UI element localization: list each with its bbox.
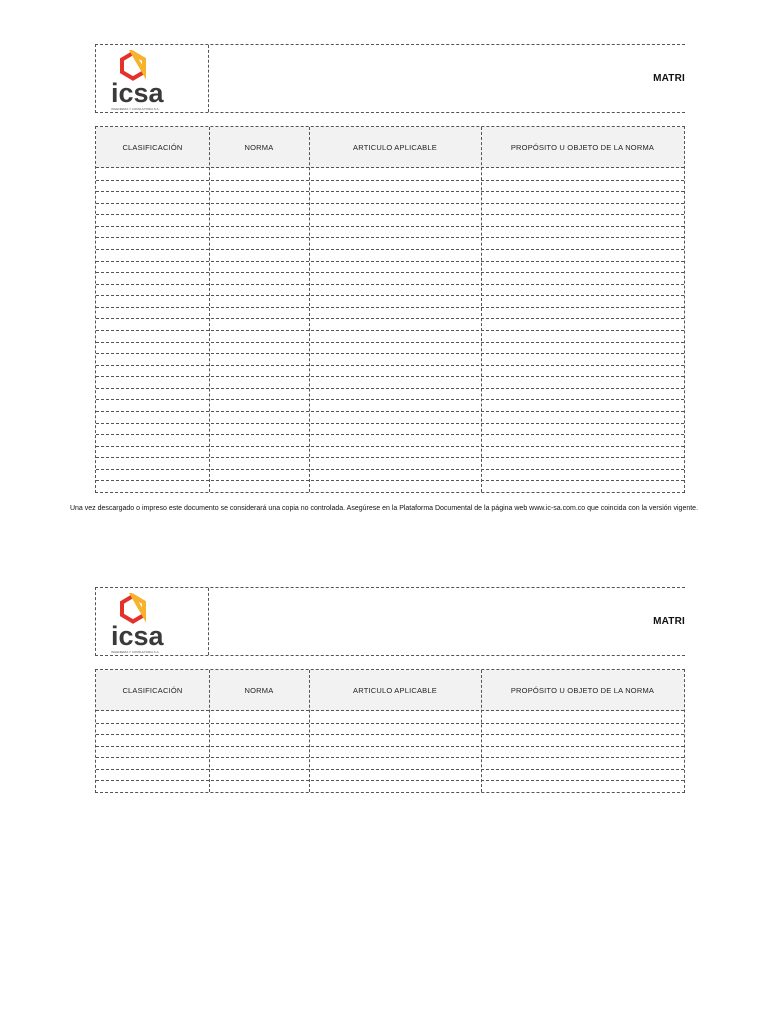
table-row [96, 237, 684, 238]
table-row [96, 423, 684, 424]
table-row [96, 226, 684, 227]
column-header-proposito: PROPÓSITO U OBJETO DE LA NORMA [510, 685, 655, 695]
table-row [96, 411, 684, 412]
footer-note: Una vez descargado o impreso este documento se considerará una copia no controlada. Asegúrese en la Plataforma Documental de la página web www.ic-sa.com.co que coincida con la versión vigente. [69, 505, 699, 512]
document-title: MATRI [653, 73, 685, 84]
table-row [96, 376, 684, 377]
table-header [96, 127, 684, 168]
table-row [96, 388, 684, 389]
column-divider [481, 670, 482, 792]
table-row [96, 434, 684, 435]
table-row [96, 295, 684, 296]
column-divider [209, 670, 210, 792]
table-row [96, 342, 684, 343]
column-header-proposito: PROPÓSITO U OBJETO DE LA NORMA [510, 142, 655, 152]
table-row [96, 284, 684, 285]
table-row [96, 399, 684, 400]
table-row [96, 203, 684, 204]
table-row [96, 307, 684, 308]
table-row [96, 780, 684, 781]
column-header-norma: NORMA [244, 685, 274, 695]
document-title: MATRI [653, 616, 685, 627]
column-divider [309, 670, 310, 792]
table-row [96, 261, 684, 262]
table-row [96, 723, 684, 724]
table-row [96, 746, 684, 747]
logo-wordmark: icsa [111, 78, 164, 108]
table-row [96, 769, 684, 770]
table-row [96, 457, 684, 458]
logo-tagline: INGENIERIA Y CONSULTORIA S.A. [111, 650, 160, 654]
column-divider [309, 127, 310, 492]
column-header-articulo: ARTICULO APLICABLE [353, 142, 437, 152]
table-row [96, 330, 684, 331]
table-row [96, 180, 684, 181]
table-row [96, 249, 684, 250]
column-header-clasificacion: CLASIFICACIÓN [122, 685, 183, 695]
table-row [96, 480, 684, 481]
column-header-norma: NORMA [244, 142, 274, 152]
column-header-clasificacion: CLASIFICACIÓN [122, 142, 183, 152]
table-row [96, 734, 684, 735]
table-row [96, 318, 684, 319]
logo-cell [96, 588, 209, 655]
column-divider [481, 127, 482, 492]
column-divider [209, 127, 210, 492]
table-row [96, 214, 684, 215]
header-bar [95, 587, 685, 656]
icsa-logo-icon [109, 593, 169, 655]
column-header-articulo: ARTICULO APLICABLE [353, 685, 437, 695]
icsa-logo-icon [109, 50, 169, 112]
logo-cell [96, 45, 209, 112]
table-row [96, 365, 684, 366]
table-row [96, 446, 684, 447]
table-row [96, 353, 684, 354]
matrix-table [95, 669, 685, 793]
logo-tagline: INGENIERIA Y CONSULTORIA S.A. [111, 107, 160, 111]
table-row [96, 469, 684, 470]
table-header [96, 670, 684, 711]
header-bar [95, 44, 685, 113]
table-row [96, 191, 684, 192]
matrix-table [95, 126, 685, 493]
table-row [96, 272, 684, 273]
table-row [96, 757, 684, 758]
logo-wordmark: icsa [111, 621, 164, 651]
